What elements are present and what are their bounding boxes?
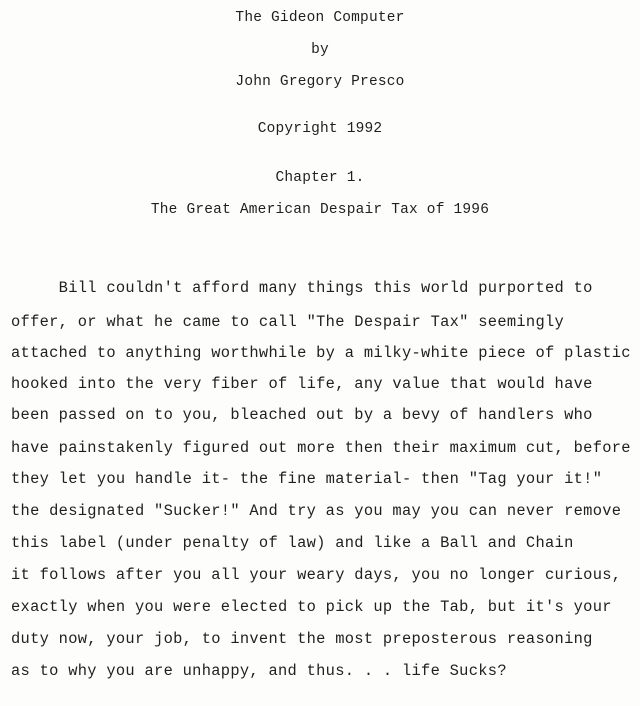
body-line: duty now, your job, to invent the most preposterous reasoning [11, 630, 593, 648]
chapter-number: Chapter 1. [275, 170, 365, 186]
body-line: the designated "Sucker!" And try as you may you can never remove [11, 502, 622, 520]
chapter-title: The Great American Despair Tax of 1996 [150, 202, 490, 218]
body-line: this label (under penalty of law) and like a Ball and Chain [11, 534, 574, 552]
body-line: exactly when you were elected to pick up the Tab, but it's your [11, 598, 612, 616]
body-line: as to why you are unhappy, and thus. . . life Sucks? [11, 662, 507, 680]
body-line: they let you handle it- the fine material- then "Tag your it!" [11, 470, 603, 488]
body-line: offer, or what he came to call "The Despair Tax" seemingly [11, 313, 565, 331]
body-line: it follows after you all your weary days, you no longer curious, [11, 566, 622, 584]
author-name: John Gregory Presco [235, 74, 405, 90]
by-line: by [311, 42, 329, 58]
body-line: Bill couldn't afford many things this world purported to [11, 279, 593, 297]
body-line: been passed on to you, bleached out by a bevy of handlers who [11, 406, 593, 424]
body-line: hooked into the very fiber of life, any value that would have [11, 375, 593, 393]
book-title: The Gideon Computer [235, 10, 405, 26]
body-line: attached to anything worthwhile by a milky-white piece of plastic [11, 344, 631, 362]
copyright-notice: Copyright 1992 [257, 121, 383, 137]
body-line: have painstakenly figured out more then their maximum cut, before [11, 439, 631, 457]
